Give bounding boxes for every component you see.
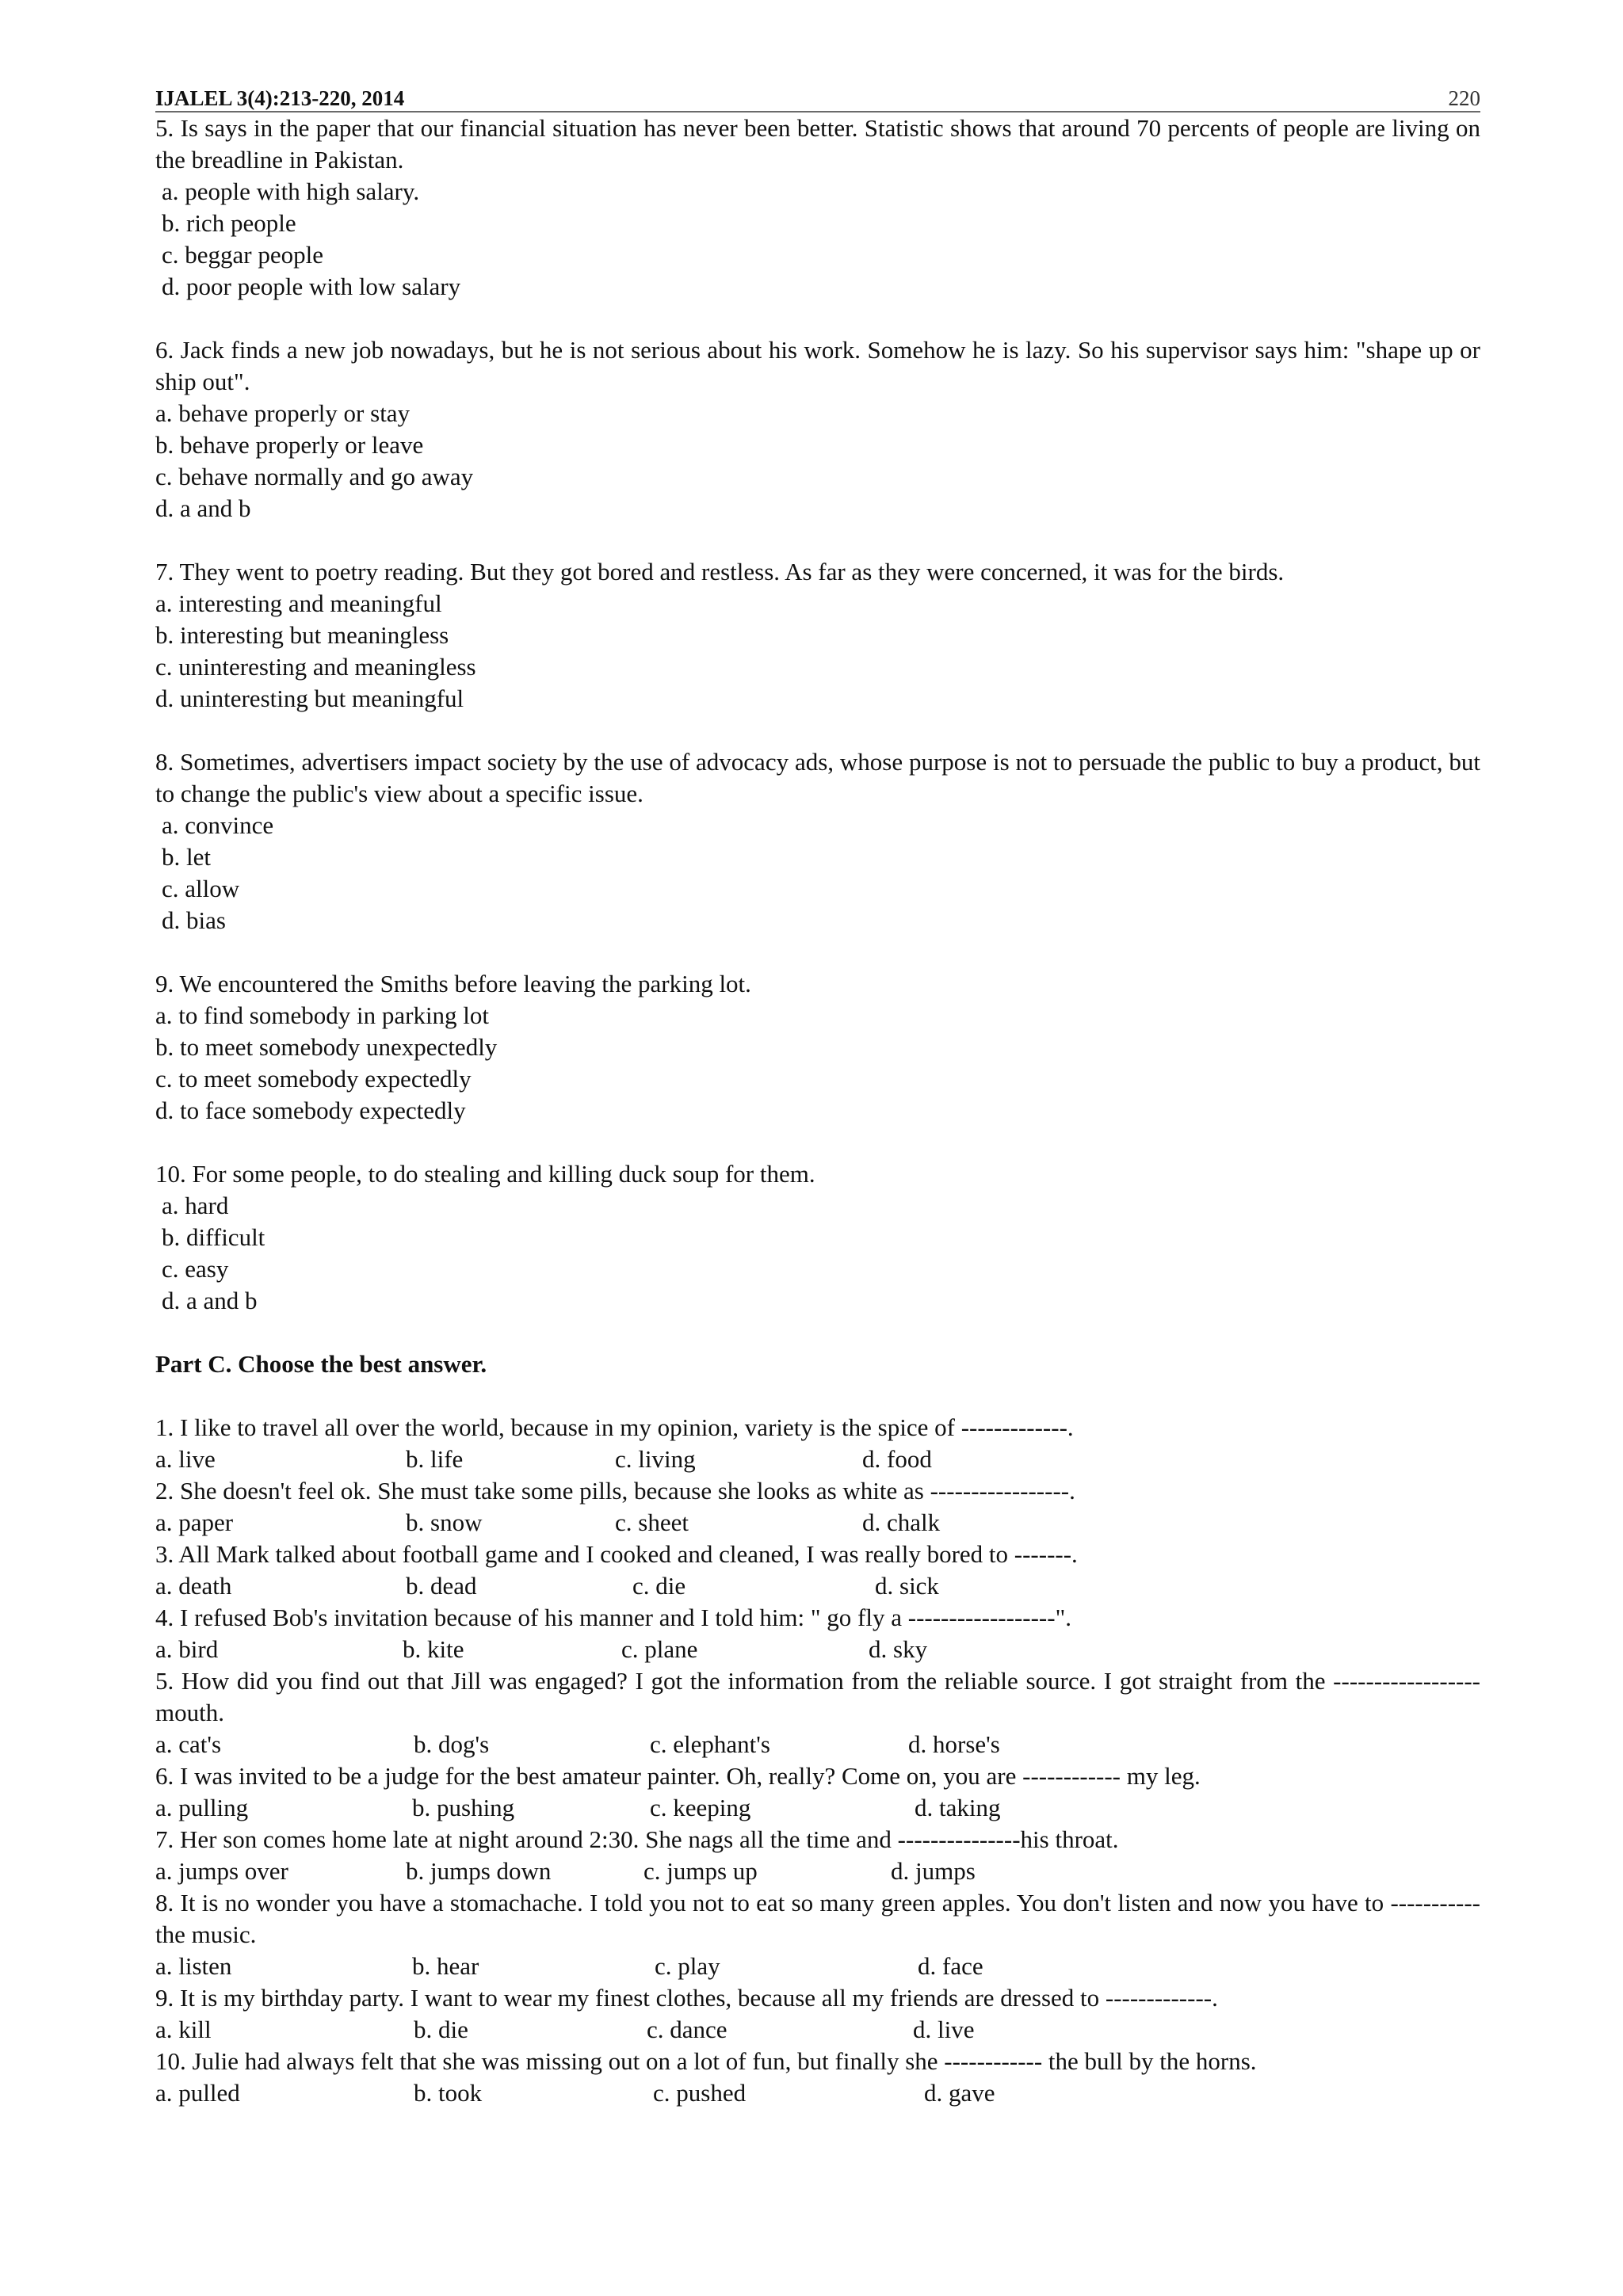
option-row: [155, 1792, 1480, 1824]
option-c: c. keeping: [650, 1794, 751, 1821]
question-text: 10. Julie had always felt that she was missing out on a lot of fun, but finally she ------------ the bull by the horns.: [155, 2047, 1257, 2075]
option-a: a. behave properly or stay: [155, 399, 411, 427]
question-text: 5. Is says in the paper that our financial situation has never been better. Statistic shows that around 70 percents of people are living on the breadline in Pakistan.: [155, 114, 1480, 174]
option-a: a. interesting and meaningful: [155, 589, 442, 617]
option-c: c. uninteresting and meaningless: [155, 653, 476, 681]
option-c: c. easy: [162, 1255, 229, 1283]
option-row: [155, 2077, 1480, 2109]
option-d: d. gave: [924, 2079, 995, 2107]
question-c10: [155, 2046, 1480, 2109]
option-b: b. dog's: [414, 1730, 490, 1758]
part-c-questions: [155, 1412, 1480, 2109]
option-a: a. people with high salary.: [162, 177, 420, 205]
question-text: 8. It is no wonder you have a stomachache. I told you not to eat so many green apples. You don't listen and now you have to ----------- the music.: [155, 1889, 1480, 1948]
question-text: 9. We encountered the Smiths before leaving the parking lot.: [155, 970, 751, 997]
question-text: 8. Sometimes, advertisers impact society by the use of advocacy ads, whose purpose is not to persuade the public to buy a product, but to change the public's view about a specific issue.: [155, 748, 1480, 807]
option-c: c. allow: [162, 875, 240, 902]
question-text: 6. Jack finds a new job nowadays, but he is not serious about his work. Somehow he is lazy. So his supervisor says him: "shape up or ship out".: [155, 336, 1480, 395]
option-row: [155, 1951, 1480, 1982]
option-b: b. let: [162, 843, 211, 871]
option-c: c. living: [615, 1445, 696, 1473]
question-c6: [155, 1760, 1480, 1824]
option-b: b. life: [406, 1445, 464, 1473]
option-b: b. snow: [406, 1508, 483, 1536]
option-b: b. die: [414, 2016, 468, 2043]
option-d: d. sick: [875, 1572, 939, 1600]
page-header: [155, 76, 1480, 113]
option-d: d. a and b: [162, 1287, 258, 1314]
option-d: d. live: [913, 2016, 975, 2043]
question-text: 5. How did you find out that Jill was engaged? I got the information from the reliable source. I got straight from the ------------------ mouth.: [155, 1667, 1480, 1726]
option-a: a. to find somebody in parking lot: [155, 1001, 490, 1029]
question-text: 7. They went to poetry reading. But they got bored and restless. As far as they were concerned, it was for the birds.: [155, 558, 1285, 585]
question-c1: [155, 1412, 1480, 1475]
option-a: a. hard: [162, 1192, 229, 1219]
question-b6: [155, 334, 1480, 524]
option-d: d. uninteresting but meaningful: [155, 685, 464, 712]
question-b5: [155, 113, 1480, 303]
option-a: a. pulled: [155, 2079, 240, 2107]
option-d: d. horse's: [908, 1730, 1000, 1758]
question-b7: [155, 556, 1480, 715]
option-b: b. kite: [403, 1635, 464, 1663]
option-b: b. rich people: [162, 209, 296, 237]
question-c5: [155, 1665, 1480, 1760]
option-c: c. behave normally and go away: [155, 463, 474, 490]
section-heading: Part C. Choose the best answer.: [155, 1350, 487, 1378]
option-c: c. elephant's: [650, 1730, 770, 1758]
option-c: c. sheet: [615, 1508, 689, 1536]
option-row: [155, 1570, 1480, 1602]
option-d: d. a and b: [155, 494, 251, 522]
option-b: b. hear: [412, 1952, 479, 1980]
option-c: c. plane: [621, 1635, 698, 1663]
option-d: d. taking: [915, 1794, 1001, 1821]
page-number: 220: [1448, 86, 1480, 110]
question-c7: [155, 1824, 1480, 1887]
option-row: [155, 1507, 1480, 1539]
option-row: [155, 1634, 1480, 1665]
question-c2: [155, 1475, 1480, 1539]
option-a: a. cat's: [155, 1730, 222, 1758]
question-c9: [155, 1982, 1480, 2046]
question-text: 6. I was invited to be a judge for the best amateur painter. Oh, really? Come on, you are ------------ my leg.: [155, 1762, 1201, 1790]
question-text: 3. All Mark talked about football game and I cooked and cleaned, I was really bored to -------.: [155, 1540, 1078, 1568]
question-content: [155, 113, 1480, 2109]
question-b9: [155, 968, 1480, 1127]
option-a: a. kill: [155, 2016, 212, 2043]
option-a: a. jumps over: [155, 1857, 288, 1885]
option-b: b. interesting but meaningless: [155, 621, 449, 649]
question-text: 1. I like to travel all over the world, because in my opinion, variety is the spice of -------------.: [155, 1413, 1074, 1441]
option-a: a. bird: [155, 1635, 219, 1663]
question-c8: [155, 1887, 1480, 1982]
option-c: c. play: [655, 1952, 720, 1980]
option-a: a. convince: [162, 811, 274, 839]
question-b8: [155, 746, 1480, 936]
option-b: b. to meet somebody unexpectedly: [155, 1033, 498, 1061]
option-row: [155, 1444, 1480, 1475]
option-b: b. jumps down: [406, 1857, 552, 1885]
option-c: c. die: [632, 1572, 686, 1600]
option-d: d. chalk: [862, 1508, 941, 1536]
option-b: b. difficult: [162, 1223, 265, 1251]
question-b10: [155, 1158, 1480, 1317]
option-a: a. pulling: [155, 1794, 249, 1821]
option-row: [155, 2014, 1480, 2046]
journal-citation: IJALEL 3(4):213-220, 2014: [155, 86, 405, 110]
option-a: a. paper: [155, 1508, 234, 1536]
page: [155, 76, 1480, 2109]
option-a: a. death: [155, 1572, 232, 1600]
option-b: b. took: [414, 2079, 483, 2107]
option-row: [155, 1855, 1480, 1887]
option-c: c. beggar people: [162, 241, 323, 269]
option-a: a. listen: [155, 1952, 232, 1980]
question-text: 9. It is my birthday party. I want to wear my finest clothes, because all my friends are dressed to -------------.: [155, 1984, 1218, 2012]
question-c4: [155, 1602, 1480, 1665]
option-d: d. to face somebody expectedly: [155, 1097, 466, 1124]
option-c: c. dance: [647, 2016, 727, 2043]
option-c: c. jumps up: [643, 1857, 758, 1885]
option-b: b. dead: [406, 1572, 477, 1600]
option-d: d. food: [862, 1445, 932, 1473]
question-text: 7. Her son comes home late at night around 2:30. She nags all the time and ---------------his throat.: [155, 1825, 1119, 1853]
question-text: 2. She doesn't feel ok. She must take some pills, because she looks as white as -----------------.: [155, 1477, 1075, 1505]
option-a: a. live: [155, 1445, 216, 1473]
option-d: d. bias: [162, 906, 226, 934]
option-b: b. behave properly or leave: [155, 431, 424, 459]
option-row: [155, 1729, 1480, 1760]
option-b: b. pushing: [412, 1794, 515, 1821]
option-d: d. poor people with low salary: [162, 273, 461, 300]
option-c: c. pushed: [653, 2079, 747, 2107]
question-c3: [155, 1539, 1480, 1602]
option-d: d. jumps: [891, 1857, 976, 1885]
option-c: c. to meet somebody expectedly: [155, 1065, 472, 1093]
option-d: d. face: [918, 1952, 983, 1980]
option-d: d. sky: [869, 1635, 928, 1663]
question-text: 10. For some people, to do stealing and killing duck soup for them.: [155, 1160, 815, 1188]
question-text: 4. I refused Bob's invitation because of his manner and I told him: " go fly a ------------------".: [155, 1604, 1071, 1631]
